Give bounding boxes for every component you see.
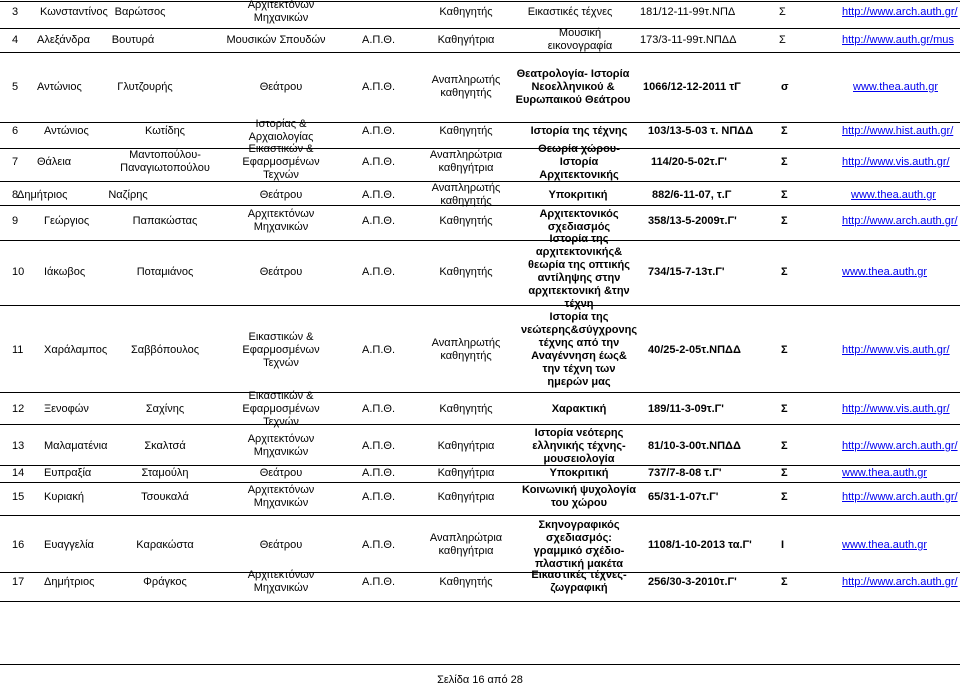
university: Α.Π.Θ. bbox=[362, 188, 396, 201]
academic-rank: Καθηγήτρια bbox=[437, 466, 495, 479]
subject: Θεατρολογία- Ιστορία bbox=[516, 67, 630, 80]
academic-rank: Καθηγήτρια bbox=[437, 439, 495, 452]
website-link[interactable]: http://www.arch.auth.gr/ bbox=[842, 439, 958, 452]
first-name: Γεώργιος bbox=[44, 214, 90, 227]
subject: σχεδιασμός: bbox=[546, 532, 612, 544]
department: Θεάτρου bbox=[259, 188, 303, 201]
fek-reference: 40/25-2-05τ.ΝΠΔΔ bbox=[648, 343, 741, 356]
subject: τέχνη bbox=[564, 298, 594, 310]
fek-reference: 173/3-11-99τ.ΝΠΔΔ bbox=[640, 33, 737, 46]
row-number: 11 bbox=[12, 343, 24, 356]
academic-rank: Αναπληρωτής bbox=[431, 182, 501, 194]
fek-reference: 103/13-5-03 τ. ΝΠΔΔ bbox=[648, 124, 754, 137]
subject: αρχιτεκτονικής& bbox=[535, 246, 623, 258]
university: Α.Π.Θ. bbox=[362, 466, 396, 479]
subject: Αρχιτεκτονικός bbox=[539, 208, 619, 220]
department: Αρχαιολογίας bbox=[248, 131, 314, 143]
status-code: Ι bbox=[781, 538, 785, 551]
subject: θεωρία της οπτικής bbox=[528, 259, 630, 271]
status-code: Σ bbox=[781, 439, 788, 452]
university: Α.Π.Θ. bbox=[362, 214, 396, 227]
fek-reference: 81/10-3-00τ.ΝΠΔΔ bbox=[648, 439, 741, 452]
website-link[interactable]: www.thea.auth.gr bbox=[842, 466, 927, 479]
subject: Αρχιτεκτονικής bbox=[539, 168, 619, 181]
website-link[interactable]: http://www.vis.auth.gr/ bbox=[842, 343, 950, 356]
department: Μηχανικών bbox=[253, 446, 309, 458]
first-name: Χαράλαμπος bbox=[44, 343, 108, 356]
website-link[interactable]: www.thea.auth.gr bbox=[853, 80, 938, 93]
subject: Θεωρία χώρου- bbox=[538, 142, 620, 155]
row-number: 9 bbox=[12, 214, 19, 227]
subject: Σκηνογραφικός bbox=[538, 519, 620, 531]
subject: Νεοελληνικού & bbox=[531, 80, 615, 93]
status-code: Σ bbox=[781, 188, 788, 201]
last-name: Παπακώστας bbox=[132, 214, 198, 227]
department: Τεχνών bbox=[263, 415, 299, 428]
university: Α.Π.Θ. bbox=[362, 575, 396, 588]
university: Α.Π.Θ. bbox=[362, 124, 396, 137]
row-divider bbox=[0, 52, 960, 53]
subject: Μουσική bbox=[558, 27, 602, 39]
status-code: Σ bbox=[781, 490, 788, 503]
subject: Εικαστικές τέχνες- bbox=[531, 569, 627, 581]
website-link[interactable]: http://www.arch.auth.gr/ bbox=[842, 575, 958, 588]
last-name: Μαντοπούλου- bbox=[129, 149, 201, 161]
fek-reference: 1066/12-12-2011 τΓ bbox=[643, 80, 741, 93]
website-link[interactable]: www.thea.auth.gr bbox=[851, 188, 936, 201]
department: Θεάτρου bbox=[259, 466, 303, 479]
academic-rank: Καθηγήτρια bbox=[437, 33, 495, 46]
status-code: Σ bbox=[781, 214, 788, 227]
subject: Κοινωνική ψυχολογία bbox=[522, 484, 636, 496]
first-name: Ευαγγελία bbox=[44, 538, 94, 551]
website-link[interactable]: http://www.arch.auth.gr/ bbox=[842, 5, 958, 18]
last-name: Βουτυρά bbox=[111, 33, 155, 46]
academic-rank: καθηγήτρια bbox=[438, 545, 494, 557]
last-name: Ποταμιάνος bbox=[136, 265, 194, 278]
last-name: Σαββόπουλος bbox=[130, 343, 200, 356]
row-number: 3 bbox=[12, 5, 19, 18]
academic-rank: Καθηγήτρια bbox=[437, 490, 495, 503]
department: Εφαρμοσμένων bbox=[242, 343, 320, 356]
first-name: Δημήτριος bbox=[44, 575, 95, 588]
row-divider bbox=[0, 515, 960, 516]
subject: Υποκριτική bbox=[548, 188, 608, 201]
subject: εικονογραφία bbox=[547, 40, 613, 52]
status-code: Σ bbox=[781, 265, 788, 278]
academic-rank: καθηγήτρια bbox=[438, 162, 494, 174]
website-link[interactable]: http://www.vis.auth.gr/ bbox=[842, 402, 950, 415]
academic-rank: Αναπληρωτής bbox=[431, 337, 501, 349]
subject: Υποκριτική bbox=[549, 466, 609, 479]
subject: Ιστορία της bbox=[549, 311, 609, 323]
last-name: Παναγιωτοπούλου bbox=[120, 162, 210, 174]
academic-rank: Καθηγητής bbox=[439, 5, 493, 18]
fek-reference: 882/6-11-07, τ.Γ bbox=[652, 188, 732, 201]
academic-rank: Αναπληρώτρια bbox=[429, 532, 503, 544]
academic-rank: Καθηγητής bbox=[439, 575, 493, 588]
fek-reference: 1108/1-10-2013 τα.Γ' bbox=[648, 538, 752, 551]
subject: Αναγέννηση έως& bbox=[531, 350, 627, 362]
row-number: 14 bbox=[12, 466, 25, 479]
status-code: Σ bbox=[781, 155, 788, 168]
fek-reference: 734/15-7-13τ.Γ' bbox=[648, 265, 725, 278]
subject: του χώρου bbox=[550, 497, 608, 509]
website-link[interactable]: www.thea.auth.gr bbox=[842, 538, 927, 551]
row-number: 4 bbox=[12, 33, 19, 46]
row-number: 8 bbox=[12, 188, 19, 201]
department: Μουσικών Σπουδών bbox=[226, 33, 326, 46]
department: Αρχιτεκτόνων bbox=[247, 0, 315, 11]
website-link[interactable]: http://www.arch.auth.gr/ bbox=[842, 214, 958, 227]
subject: μουσειολογία bbox=[543, 452, 615, 465]
fek-reference: 256/30-3-2010τ.Γ' bbox=[648, 575, 737, 588]
academic-rank: Αναπληρωτής bbox=[431, 74, 501, 86]
subject: πλαστική μακέτα bbox=[534, 558, 624, 570]
subject: σχεδιασμός bbox=[547, 221, 611, 233]
department: Μηχανικών bbox=[253, 221, 309, 233]
row-divider bbox=[0, 424, 960, 425]
page-number: Σελίδα 16 από 28 bbox=[437, 674, 523, 686]
fek-reference: 737/7-8-08 τ.Γ' bbox=[648, 466, 722, 479]
row-divider bbox=[0, 664, 960, 665]
first-name: Μαλαματένια bbox=[44, 439, 108, 452]
subject: Εικαστικές τέχνες bbox=[527, 5, 613, 18]
academic-rank: Καθηγητής bbox=[439, 265, 493, 278]
subject: ημερών μας bbox=[547, 376, 611, 388]
subject: Ευρωπαικού Θεάτρου bbox=[515, 93, 631, 106]
row-number: 7 bbox=[12, 155, 19, 168]
academic-rank: Καθηγητής bbox=[439, 214, 493, 227]
status-code: Σ bbox=[781, 124, 788, 137]
subject: ζωγραφική bbox=[550, 582, 608, 594]
university: Α.Π.Θ. bbox=[362, 33, 396, 46]
department: Εικαστικών & bbox=[248, 389, 314, 402]
academic-rank: καθηγητής bbox=[440, 195, 492, 207]
fek-reference: 114/20-5-02τ.Γ' bbox=[651, 155, 727, 168]
first-name: Αλεξάνδρα bbox=[37, 33, 90, 46]
academic-rank: Καθηγητής bbox=[439, 402, 493, 415]
department: Εικαστικών & bbox=[248, 330, 314, 343]
subject: την τέχνη των bbox=[542, 363, 616, 375]
row-number: 10 bbox=[12, 265, 25, 278]
website-link[interactable]: http://www.arch.auth.gr/ bbox=[842, 490, 958, 503]
university: Α.Π.Θ. bbox=[362, 80, 396, 93]
subject: Χαρακτική bbox=[551, 402, 607, 415]
department: Μηχανικών bbox=[253, 12, 309, 24]
fek-reference: 65/31-1-07τ.Γ' bbox=[648, 490, 719, 503]
last-name: Γλυτζουρής bbox=[117, 80, 173, 93]
last-name: Σταμούλη bbox=[141, 466, 189, 479]
status-code: σ bbox=[781, 80, 789, 93]
first-name: Δημήτριος bbox=[17, 188, 68, 201]
subject: γραμμικό σχέδιο- bbox=[533, 545, 625, 557]
row-number: 12 bbox=[12, 402, 25, 415]
row-number: 16 bbox=[12, 538, 25, 551]
first-name: Ευπραξία bbox=[44, 466, 92, 479]
row-divider bbox=[0, 305, 960, 306]
department: Αρχιτεκτόνων bbox=[247, 484, 315, 496]
row-number: 17 bbox=[12, 575, 25, 588]
department: Αρχιτεκτόνων bbox=[247, 208, 315, 220]
row-number: 13 bbox=[12, 439, 25, 452]
academic-rank: Αναπληρώτρια bbox=[429, 149, 503, 161]
department: Εικαστικών & bbox=[248, 142, 314, 155]
status-code: Σ bbox=[781, 575, 788, 588]
first-name: Αντώνιος bbox=[37, 80, 82, 93]
academic-rank: Καθηγητής bbox=[439, 124, 493, 137]
last-name: Φράγκος bbox=[143, 575, 187, 588]
last-name: Καρακώστα bbox=[136, 538, 194, 551]
last-name: Σαχίνης bbox=[145, 402, 185, 415]
subject: τέχνης από την bbox=[538, 337, 620, 349]
last-name: Ναζίρης bbox=[108, 188, 148, 201]
row-number: 6 bbox=[12, 124, 19, 137]
row-number: 15 bbox=[12, 490, 25, 503]
subject: Ιστορία bbox=[559, 155, 599, 168]
website-link[interactable]: www.thea.auth.gr bbox=[842, 265, 927, 278]
website-link[interactable]: http://www.vis.auth.gr/ bbox=[842, 155, 950, 168]
academic-rank: καθηγητής bbox=[440, 87, 492, 99]
university: Α.Π.Θ. bbox=[362, 343, 396, 356]
last-name: Τσουκαλά bbox=[141, 490, 189, 503]
row-divider bbox=[0, 28, 960, 29]
last-name: Κωτίδης bbox=[145, 124, 185, 137]
status-code: Σ bbox=[779, 33, 786, 46]
first-name: Θάλεια bbox=[37, 155, 72, 168]
subject: Ιστορία νεότερης bbox=[534, 426, 624, 439]
academic-rank: καθηγητής bbox=[440, 350, 492, 362]
department: Εφαρμοσμένων bbox=[242, 402, 320, 415]
subject: αντίληψης στην bbox=[537, 272, 621, 284]
department: Αρχιτεκτόνων bbox=[247, 569, 315, 581]
fek-reference: 358/13-5-2009τ.Γ' bbox=[648, 214, 737, 227]
status-code: Σ bbox=[781, 466, 788, 479]
first-name: Ιάκωβος bbox=[44, 265, 86, 278]
university: Α.Π.Θ. bbox=[362, 490, 396, 503]
department: Τεχνών bbox=[263, 356, 299, 369]
university: Α.Π.Θ. bbox=[362, 155, 396, 168]
department: Αρχιτεκτόνων bbox=[247, 433, 315, 445]
university: Α.Π.Θ. bbox=[362, 265, 396, 278]
university: Α.Π.Θ. bbox=[362, 538, 396, 551]
subject: Ιστορία της bbox=[549, 233, 609, 245]
row-divider bbox=[0, 392, 960, 393]
website-link[interactable]: http://www.hist.auth.gr/ bbox=[842, 124, 954, 137]
first-name: Αντώνιος bbox=[44, 124, 89, 137]
row-divider bbox=[0, 572, 960, 573]
subject: νεώτερης&σύγχρονης bbox=[520, 324, 638, 336]
department: Εφαρμοσμένων bbox=[242, 155, 320, 168]
fek-reference: 181/12-11-99τ.ΝΠΔ bbox=[640, 5, 736, 18]
row-divider bbox=[0, 482, 960, 483]
row-divider bbox=[0, 601, 960, 602]
status-code: Σ bbox=[781, 343, 788, 356]
subject: Ιστορία της τέχνης bbox=[530, 124, 628, 137]
status-code: Σ bbox=[779, 5, 786, 18]
website-link[interactable]: http://www.auth.gr/mus bbox=[842, 33, 954, 46]
last-name: Σκαλτσά bbox=[144, 439, 186, 452]
row-divider bbox=[0, 122, 960, 123]
department: Θεάτρου bbox=[259, 538, 303, 551]
subject: αρχιτεκτονική &την bbox=[528, 285, 630, 297]
status-code: Σ bbox=[781, 402, 788, 415]
department: Θεάτρου bbox=[259, 80, 303, 93]
last-name: Βαρώτσος bbox=[114, 5, 166, 18]
row-divider bbox=[0, 1, 960, 2]
row-divider bbox=[0, 240, 960, 241]
department: Μηχανικών bbox=[253, 497, 309, 509]
department: Μηχανικών bbox=[253, 582, 309, 594]
department: Ιστορίας & bbox=[255, 118, 307, 130]
subject: ελληνικής τέχνης- bbox=[532, 439, 626, 452]
fek-reference: 189/11-3-09τ.Γ' bbox=[648, 402, 724, 415]
first-name: Ξενοφών bbox=[44, 402, 89, 415]
university: Α.Π.Θ. bbox=[362, 439, 396, 452]
department: Θεάτρου bbox=[259, 265, 303, 278]
university: Α.Π.Θ. bbox=[362, 402, 396, 415]
row-number: 5 bbox=[12, 80, 19, 93]
first-name: Κωνσταντίνος bbox=[40, 5, 108, 18]
department: Τεχνών bbox=[263, 168, 299, 181]
first-name: Κυριακή bbox=[44, 490, 85, 503]
